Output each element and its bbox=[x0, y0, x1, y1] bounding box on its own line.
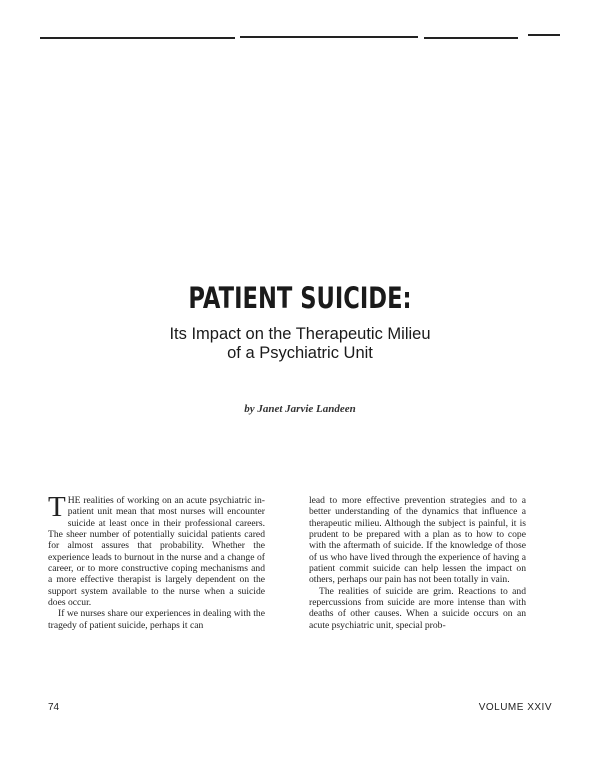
article-title: PATIENT SUICIDE: bbox=[188, 281, 412, 315]
body-column-left bbox=[48, 491, 265, 631]
top-rule-segment bbox=[424, 37, 518, 39]
body-paragraph bbox=[48, 491, 265, 609]
article-subtitle bbox=[0, 325, 600, 363]
top-rule-segment bbox=[240, 36, 418, 38]
author-byline: by Janet Jarvie Landeen bbox=[244, 403, 356, 415]
body-paragraph: lead to more effective prevention strategies and to a better understanding of the dynamics that influence a therapeutic milieu. Although the subject is painful, it is prudent to be prepared with a plan as to how to cope with the aftermath of suicide. If the knowledge of those of us who have lived through the experience of having a patient commit suicide can help lessen the impact on others, perhaps our pain has not been totally in vain. bbox=[309, 495, 526, 586]
top-rule-segment bbox=[528, 34, 560, 36]
subtitle-line: Its Impact on the Therapeutic Milieu bbox=[169, 325, 431, 343]
title-block bbox=[0, 282, 600, 363]
top-rule-segment bbox=[40, 37, 235, 39]
volume-label: VOLUME XXIV bbox=[478, 702, 552, 713]
drop-cap: T bbox=[48, 491, 66, 523]
body-paragraph: The realities of suicide are grim. Reactions to and repercussions from suicide are more intense than with deaths of other causes. When a suicide occurs on an acute psychiatric unit, special prob- bbox=[309, 585, 526, 631]
body-column-right bbox=[309, 495, 526, 631]
page-number: 74 bbox=[48, 702, 60, 713]
body-paragraph: If we nurses share our experiences in dealing with the tragedy of patient suicide, perhaps it can bbox=[48, 608, 265, 631]
subtitle-line: of a Psychiatric Unit bbox=[227, 344, 373, 362]
paragraph-text: HE realities of working on an acute psychiatric in-patient unit mean that most nurses will encounter suicide at least once in their professional careers. The sheer number of potentially suicidal patients cared for almost assures that probability. Whether the experience leads to burnout in the nurse and a change of career, or to more constructive coping mechanisms and a more effective therapist is largely dependent on the support system available to the nurse when a suicide does occur. bbox=[48, 495, 265, 609]
